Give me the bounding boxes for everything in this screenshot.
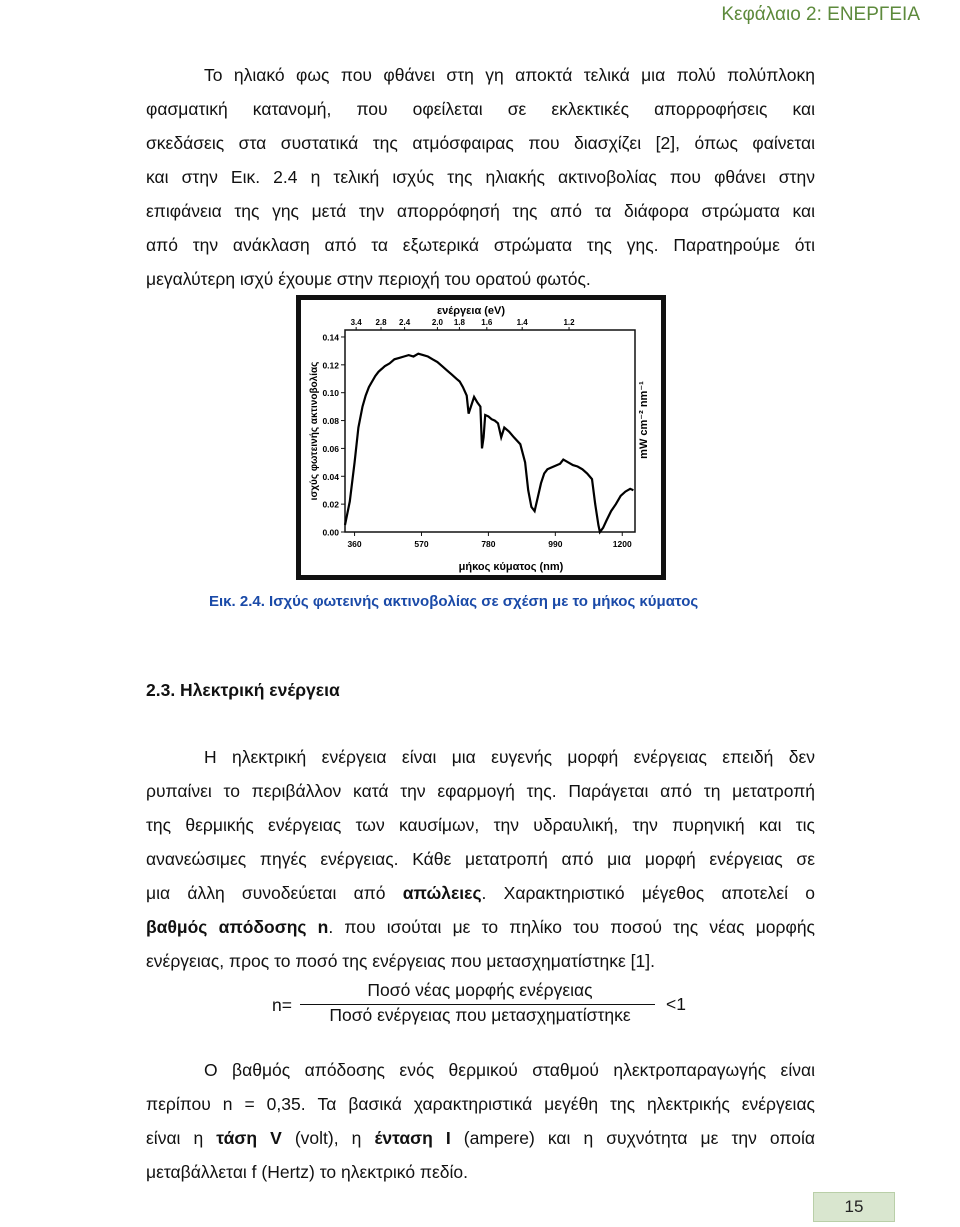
text-run: μια άλλη συνοδεύεται από: [146, 883, 403, 903]
y-tick-label: 0.02: [322, 499, 339, 510]
top-tick-label: 1.6: [481, 318, 493, 327]
intro-line: Το ηλιακό φως που φθάνει στη γη αποκτά τελικά μια πολύ πολύπλοκη: [204, 65, 815, 85]
intro-line: από την ανάκλαση από τα εξωτερικά στρώματα της γης. Παρατηρούμε ότι: [146, 235, 815, 255]
spectrum-chart: [301, 300, 661, 575]
body-line: περίπου n = 0,35. Τα βασικά χαρακτηριστικά μεγέθη της ηλεκτρικής ενέργειας: [146, 1094, 815, 1114]
page-number: 15: [813, 1192, 895, 1222]
body-paragraph-2: [146, 1053, 815, 1189]
body-line: [146, 910, 815, 944]
intro-line: και στην Εικ. 2.4 η τελική ισχύς της ηλιακής ακτινοβολίας που φθάνει στην: [146, 167, 815, 187]
chapter-header: Κεφάλαιο 2: ΕΝΕΡΓΕΙΑ: [721, 4, 920, 25]
body-line: ενέργειας, προς το ποσό της ενέργειας που μετασχηματίστηκε [1].: [146, 951, 655, 971]
body-line: Ο βαθμός απόδοσης ενός θερμικού σταθμού ηλεκτροπαραγωγής είναι: [204, 1060, 815, 1080]
x-tick-label: 570: [414, 539, 429, 549]
y-tick-label: 0.00: [322, 527, 339, 538]
y-tick-label: 0.06: [322, 443, 339, 454]
figure-caption: Εικ. 2.4. Ισχύς φωτεινής ακτινοβολίας σε σχέση με το μήκος κύματος: [209, 593, 699, 610]
spectrum-line: [345, 354, 633, 532]
y-tick-label: 0.08: [322, 416, 339, 427]
efficiency-term: βαθμός απόδοσης n: [146, 917, 329, 937]
y-tick-label: 0.10: [322, 388, 339, 399]
intro-line: σκεδάσεις στα συστατικά της ατμόσφαιρας που διασχίζει [2], όπως φαίνεται: [146, 133, 815, 153]
body-line: [146, 1121, 815, 1155]
formula-denominator: Ποσό ενέργειας που μετασχηματίστηκε: [329, 1005, 631, 1025]
intro-line: φασματική κατανομή, που οφείλεται σε εκλεκτικές απορροφήσεις και: [146, 99, 815, 119]
top-tick-label: 2.4: [399, 318, 411, 327]
formula-lhs: n=: [272, 995, 292, 1015]
x-tick-label: 990: [548, 539, 563, 549]
body-line: της θερμικής ενέργειας των καυσίμων, την υδραυλική, την πυρηνική και τις: [146, 815, 815, 835]
voltage-term: τάση V: [216, 1128, 282, 1148]
current-term: ένταση I: [374, 1128, 451, 1148]
body-line: Η ηλεκτρική ενέργεια είναι μια ευγενής μορφή ενέργειας επειδή δεν: [204, 747, 815, 767]
text-run: είναι η: [146, 1128, 217, 1148]
top-tick-label: 1.8: [453, 318, 465, 327]
y-tick-label: 0.14: [322, 332, 339, 343]
top-tick-label: 2.8: [375, 318, 387, 327]
y-tick-label: 0.04: [322, 471, 339, 482]
x-axis-label: μήκος κύματος (nm): [458, 561, 564, 573]
text-run: (volt), η: [281, 1128, 375, 1148]
x-tick-label: 1200: [612, 539, 632, 549]
top-tick-label: 2.0: [431, 318, 443, 327]
top-tick-label: 3.4: [350, 318, 362, 327]
intro-line: επιφάνεια της γης μετά την απορρόφησή της από τα διάφορα στρώματα και: [146, 201, 815, 221]
top-axis-label: ενέργεια (eV): [436, 305, 506, 317]
plot-area: [345, 330, 635, 532]
spectrum-figure: [296, 295, 666, 580]
intro-line: μεγαλύτερη ισχύ έχουμε στην περιοχή του ορατού φωτός.: [146, 269, 591, 289]
y-axis-unit-label: mW cm⁻² nm⁻¹: [638, 381, 650, 459]
top-tick-label: 1.4: [516, 318, 528, 327]
y-axis-label: ισχύς φωτεινής ακτινοβολίας: [309, 361, 320, 501]
body-line: [146, 876, 815, 910]
text-run: . που ισούται με το πηλίκο του ποσού της νέας μορφής: [328, 917, 815, 937]
text-run: . Χαρακτηριστικό μέγεθος αποτελεί ο: [481, 883, 816, 903]
x-tick-label: 780: [481, 539, 496, 549]
formula-rhs: <1: [666, 994, 686, 1014]
intro-paragraph: [146, 58, 815, 296]
y-tick-label: 0.12: [322, 360, 339, 371]
body-line: μεταβάλλεται f (Hertz) το ηλεκτρικό πεδίο.: [146, 1162, 469, 1182]
body-line: ανανεώσιμες πηγές ενέργειας. Κάθε μετατροπή από μια μορφή ενέργειας σε: [146, 849, 815, 869]
body-line: ρυπαίνει το περιβάλλον κατά την εφαρμογή της. Παράγεται από τη μετατροπή: [146, 781, 815, 801]
top-tick-label: 1.2: [563, 318, 575, 327]
formula-numerator: Ποσό νέας μορφής ενέργειας: [367, 980, 593, 1000]
text-run: (ampere) και η συχνότητα με την οποία: [450, 1128, 815, 1148]
body-paragraph-1: [146, 740, 815, 978]
section-title: 2.3. Ηλεκτρική ενέργεια: [146, 680, 340, 700]
losses-term: απώλειες: [402, 883, 482, 903]
x-tick-label: 360: [347, 539, 362, 549]
